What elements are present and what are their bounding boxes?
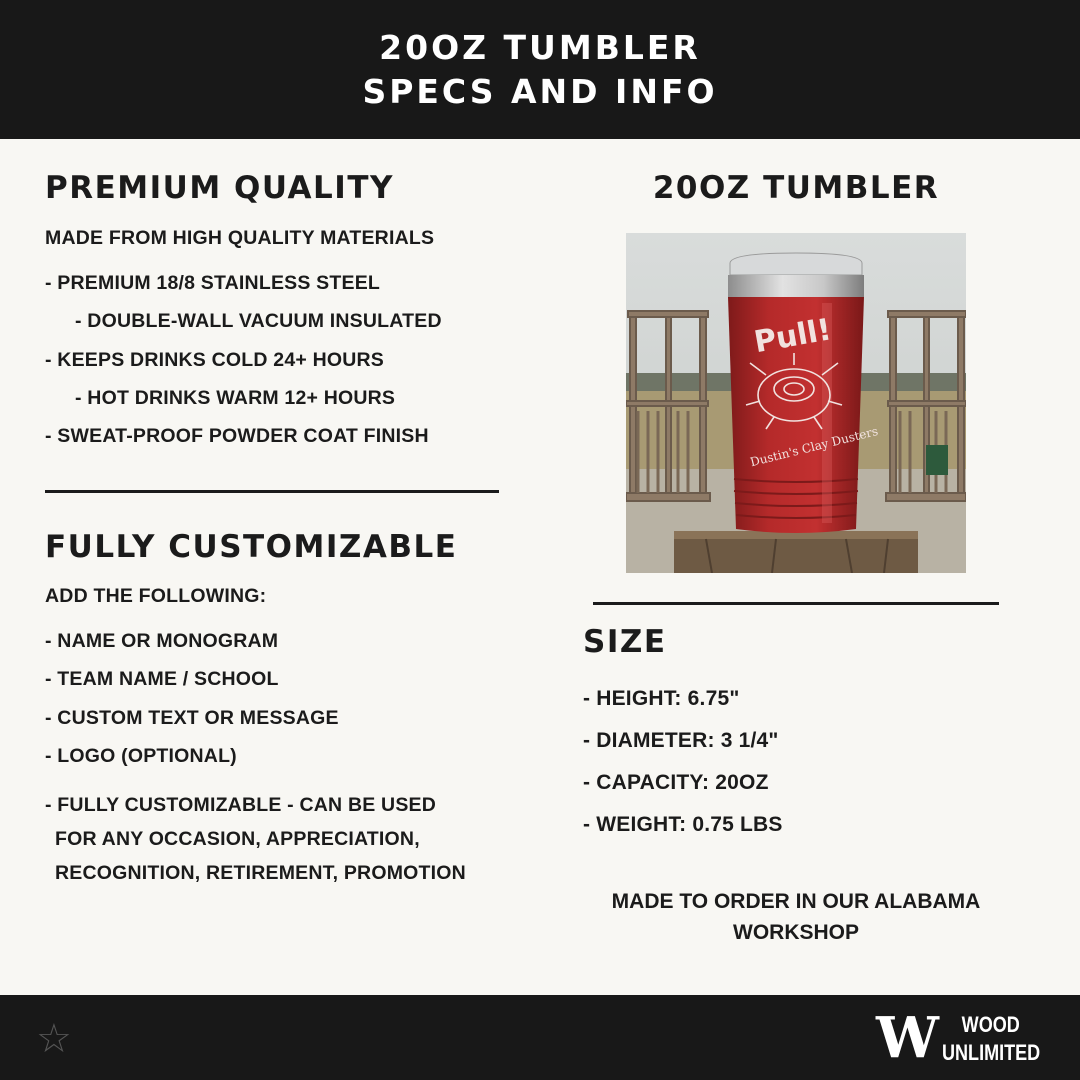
header-banner xyxy=(0,0,1080,139)
spec-item: - PREMIUM 18/8 STAINLESS STEEL xyxy=(45,272,381,294)
header-title-line1: 20OZ TUMBLER xyxy=(379,27,701,67)
engraving-caption: Dustin's Clay Dusters xyxy=(748,423,880,470)
customizable-heading: FULLY CUSTOMIZABLE xyxy=(45,529,458,565)
section-divider xyxy=(593,602,999,605)
tumbler-product-photo xyxy=(626,233,966,573)
size-heading: SIZE xyxy=(583,624,667,660)
product-heading: 20OZ TUMBLER xyxy=(652,170,940,206)
premium-quality-heading: PREMIUM QUALITY xyxy=(45,170,394,206)
custom-item: - NAME OR MONOGRAM xyxy=(45,630,279,652)
logo-word-wood: WOOD xyxy=(961,1012,1020,1037)
custom-item: - LOGO (OPTIONAL) xyxy=(45,745,237,767)
spec-subitem: - DOUBLE-WALL VACUUM INSULATED xyxy=(75,310,442,332)
size-item-diameter: - DIAMETER: 3 1/4" xyxy=(583,729,779,752)
engraving-headline: Pull! xyxy=(751,312,835,361)
premium-quality-subtitle: MADE FROM HIGH QUALITY MATERIALS xyxy=(45,227,435,249)
header-title-line2: SPECS AND INFO xyxy=(362,71,718,111)
star-outline-icon[interactable]: ☆ xyxy=(36,1016,72,1062)
size-item-height: - HEIGHT: 6.75" xyxy=(583,687,740,710)
brand-logo xyxy=(876,1005,1051,1071)
custom-note-line2: FOR ANY OCCASION, APPRECIATION, xyxy=(55,828,420,850)
custom-item: - CUSTOM TEXT OR MESSAGE xyxy=(45,707,339,729)
custom-note-line1: - FULLY CUSTOMIZABLE - CAN BE USED xyxy=(45,794,437,816)
spec-item: - KEEPS DRINKS COLD 24+ HOURS xyxy=(45,349,384,371)
customizable-subtitle: ADD THE FOLLOWING: xyxy=(45,585,267,607)
logo-wordmark xyxy=(942,1011,1040,1067)
spec-subitem: - HOT DRINKS WARM 12+ HOURS xyxy=(75,387,396,409)
section-divider xyxy=(45,490,499,493)
custom-item: - TEAM NAME / SCHOOL xyxy=(45,668,279,690)
made-to-order-line2: WORKSHOP xyxy=(733,921,859,944)
size-item-weight: - WEIGHT: 0.75 LBS xyxy=(583,813,783,836)
spec-item: - SWEAT-PROOF POWDER COAT FINISH xyxy=(45,425,429,447)
logo-monogram: W xyxy=(876,1005,935,1071)
custom-note-line3: RECOGNITION, RETIREMENT, PROMOTION xyxy=(55,862,466,884)
size-item-capacity: - CAPACITY: 20OZ xyxy=(583,771,769,794)
logo-word-unlimited: UNLIMITED xyxy=(942,1040,1041,1065)
made-to-order-line1: MADE TO ORDER IN OUR ALABAMA xyxy=(611,890,981,913)
made-to-order-note xyxy=(580,886,1012,948)
